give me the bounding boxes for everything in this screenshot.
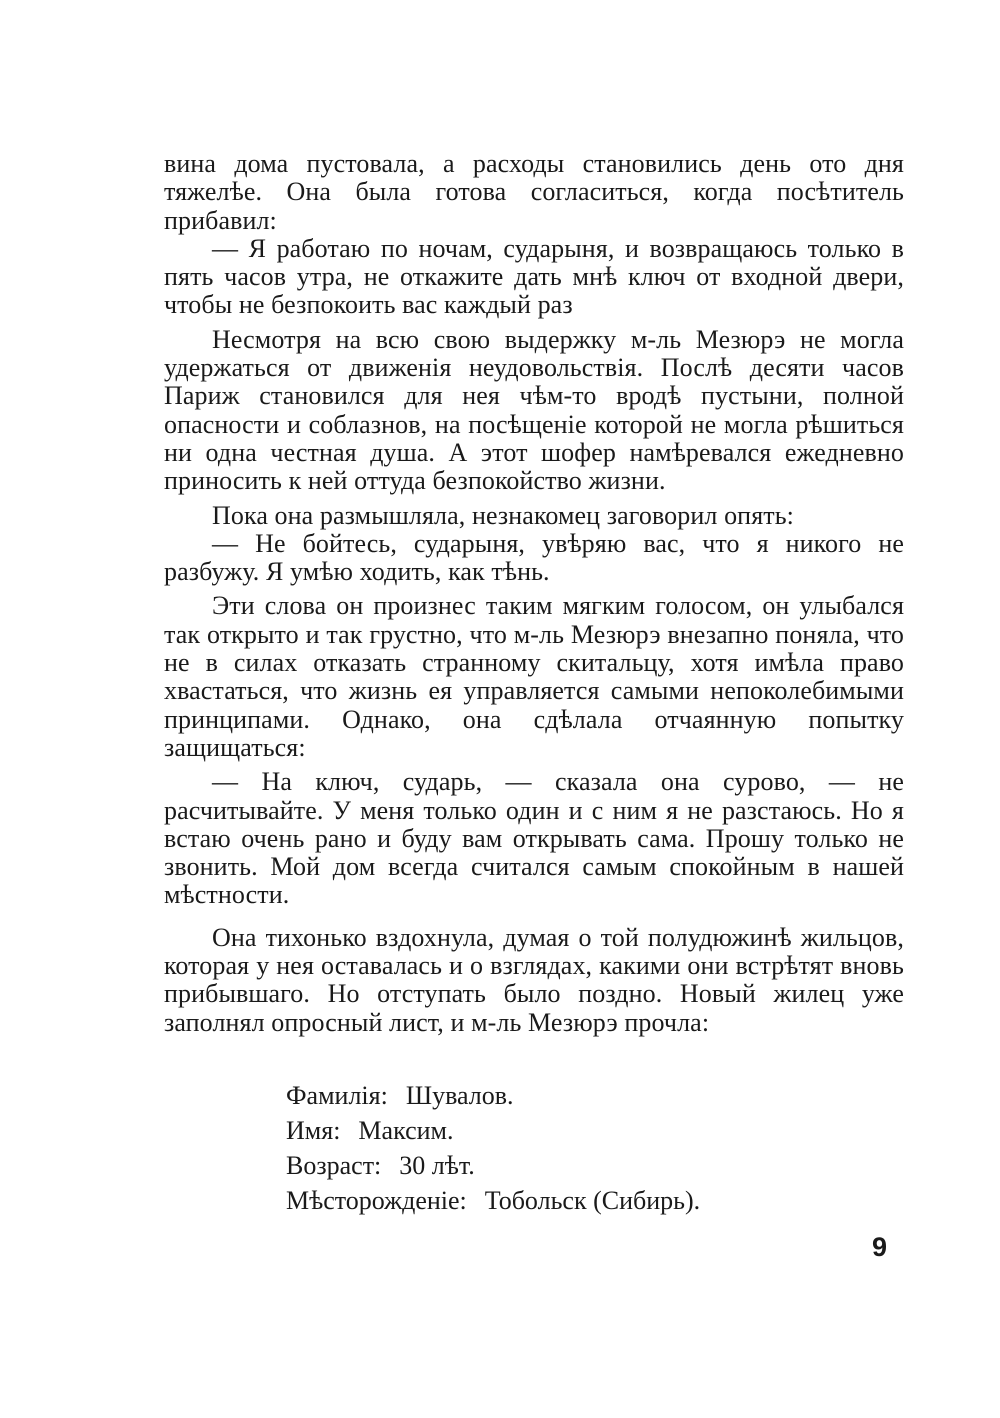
paragraph-dialogue-reassure: — Не бойтесь, сударыня, увѣряю вас, что я никого не разбужу. Я умѣю ходить, как тѣнь. (164, 528, 904, 587)
paragraph-dialogue-key: — На ключ, сударь, — сказала она сурово, — не расчитывайте. У меня только один и с ним я не разстаюсь. Но я встаю очень рано и буду вам открывать сама. Прошу только не звонить. Мой дом всегда считался самым спокойным в нашей мѣстности. (164, 767, 904, 910)
paragraph-dialogue-visitor: — Я работаю по ночам, сударыня, и возвращаюсь только в пять часов утра, не откажите дать мнѣ ключ от входной двери, чтобы не безпокоить вас каждый раз (164, 233, 904, 320)
registration-form (286, 1078, 886, 1218)
form-row-name (286, 1113, 886, 1148)
paragraph-mezure-agrees: Эти слова он произнес таким мягким голосом, он улыбался так открыто и так грустно, что м-ль Мезюрэ внезапно поняла, что не в силах отказать странному скитальцу, хотя имѣла право хвастаться, что жизнь ея управляется самыми непоколебимыми принципами. Однако, она сдѣлала отчаянную попытку защищаться: (164, 591, 904, 762)
form-label: Фамилія: (286, 1081, 388, 1110)
form-label: Мѣсторожденіе: (286, 1186, 467, 1215)
form-value: Тобольск (Сибирь). (484, 1186, 701, 1215)
page-number: 9 (872, 1232, 888, 1262)
form-label: Возраст: (286, 1151, 382, 1180)
paragraph-form-intro: Она тихонько вздохнула, думая о той полудюжинѣ жильцов, которая у нея оставалась и о взглядах, какими они встрѣтят вновь прибывшаго. Но отступать было поздно. Новый жилец уже заполнял опросный лист, и м-ль Мезюрэ прочла: (164, 922, 904, 1037)
paragraph-continuation: вина дома пустовала, а расходы становились день ото дня тяжелѣе. Она была готова согласиться, когда посѣтитель прибавил: (164, 149, 904, 235)
form-label: Имя: (286, 1116, 341, 1145)
form-row-age (286, 1148, 886, 1183)
form-value: 30 лѣт. (399, 1151, 475, 1180)
body-text (164, 150, 904, 1037)
form-row-birthplace (286, 1183, 886, 1218)
paragraph-stranger-speaks: Пока она размышляла, незнакомец заговорил опять: (212, 500, 794, 530)
form-value: Максим. (358, 1116, 454, 1145)
form-row-surname (286, 1078, 886, 1113)
form-value: Шувалов. (405, 1081, 514, 1110)
paragraph-mezure-reaction: Несмотря на всю свою выдержку м-ль Мезюрэ не могла удержаться от движенія неудовольствія. Послѣ десяти часов Париж становился для нея чѣм-то вродѣ пустыни, полной опасности и соблазнов, на посѣщеніе которой не могла рѣшиться ни одна честная душа. А этот шофер намѣревался ежедневно приносить к ней оттуда безпокойство жизни. (164, 324, 904, 496)
